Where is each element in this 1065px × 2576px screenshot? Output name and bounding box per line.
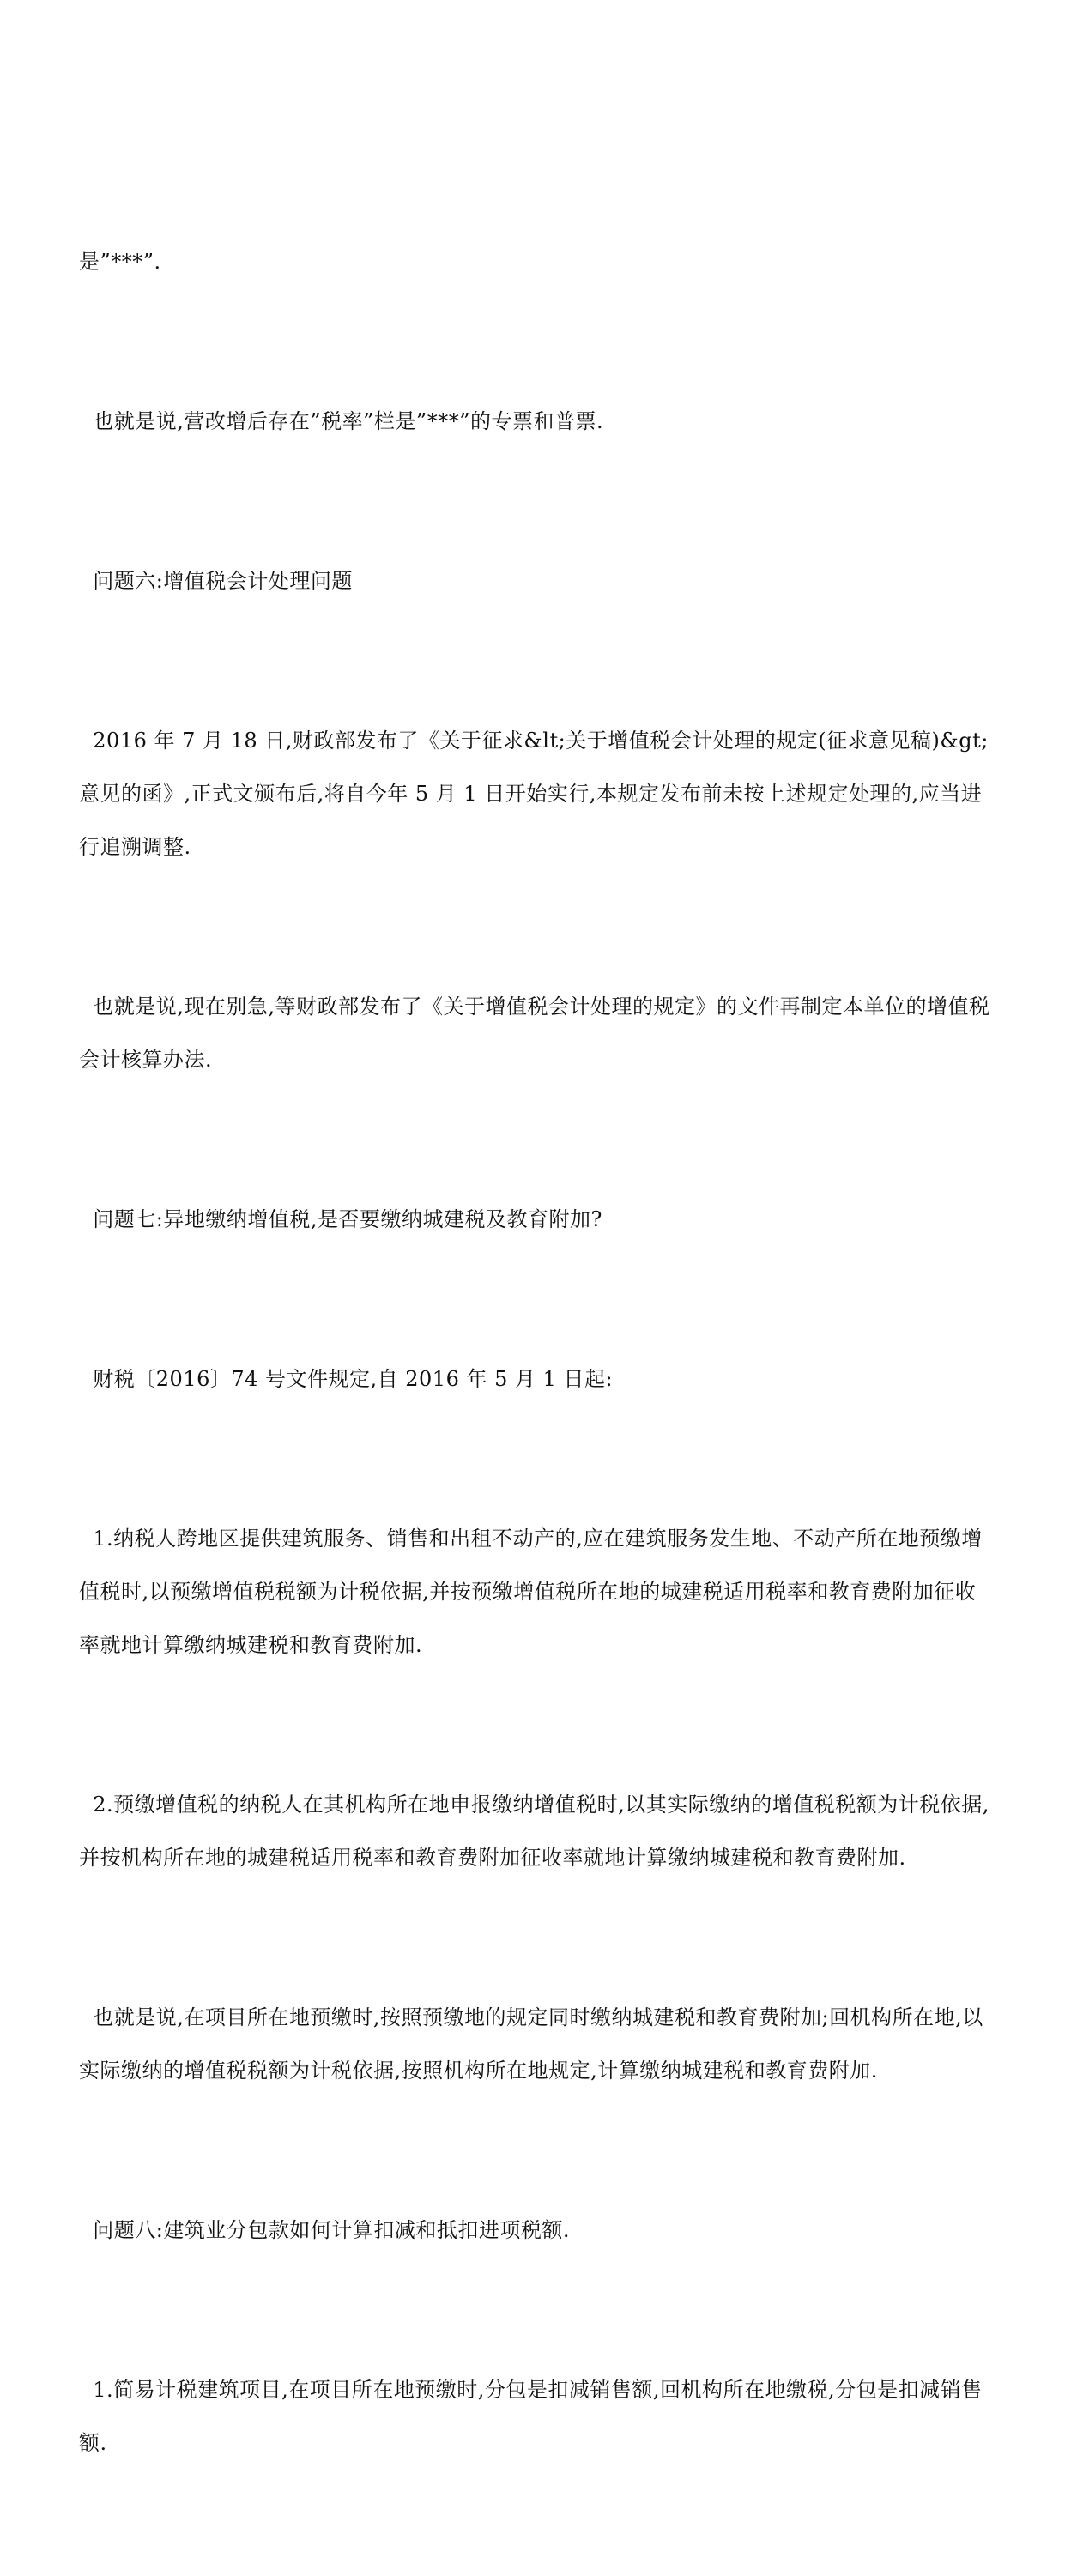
list-item-3: 1.简易计税建筑项目,在项目所在地预缴时,分包是扣减销售额,回机构所在地缴税,分包是扣减销售额. <box>79 2378 983 2455</box>
paragraph-5: 也就是说,现在别急,等财政部发布了《关于增值税会计处理的规定》的文件再制定本单位的增值税会计核算办法. <box>79 995 990 1072</box>
paragraph-4: 2016 年 7 月 18 日,财政部发布了《关于征求&lt;关于增值税会计处理的规定(征求意见稿)&gt;意见的函》,正式文颁布后,将自今年 5 月 1 日开始实行,本规定发布前未按上述规定处理的,应当进行追溯调整. <box>79 729 989 859</box>
list-item-2: 2.预缴增值税的纳税人在其机构所在地申报缴纳增值税时,以其实际缴纳的增值税税额为计税依据,并按机构所在地的城建税适用税率和教育费附加征收率就地计算缴纳城建税和教育费附加. <box>79 1793 989 1870</box>
section-heading-question-6: 问题六:增值税会计处理问题 <box>79 569 353 593</box>
paragraph-7: 财税〔2016〕74 号文件规定,自 2016 年 5 月 1 日起: <box>79 1367 614 1391</box>
paragraph-10: 也就是说,在项目所在地预缴时,按照预缴地的规定同时缴纳城建税和教育费附加;回机构所在地,以实际缴纳的增值税税额为计税依据,按照机构所在地规定,计算缴纳城建税和教育费附加. <box>79 2005 983 2083</box>
section-heading-question-8: 问题八:建筑业分包款如何计算扣减和抵扣进项税额. <box>79 2218 570 2242</box>
document-body <box>79 129 990 2576</box>
list-item-1: 1.纳税人跨地区提供建筑服务、销售和出租不动产的,应在建筑服务发生地、不动产所在地预缴增值税时,以预缴增值税税额为计税依据,并按预缴增值税所在地的城建税适用税率和教育费附加征收率就地计算缴纳城建税和教育费附加. <box>79 1527 983 1657</box>
paragraph-1: 是”***”. <box>79 250 161 274</box>
paragraph-2: 也就是说,营改增后存在”税率”栏是”***”的专票和普票. <box>79 409 604 433</box>
section-heading-question-7: 问题七:异地缴纳增值税,是否要缴纳城建税及教育附加? <box>79 1207 602 1231</box>
